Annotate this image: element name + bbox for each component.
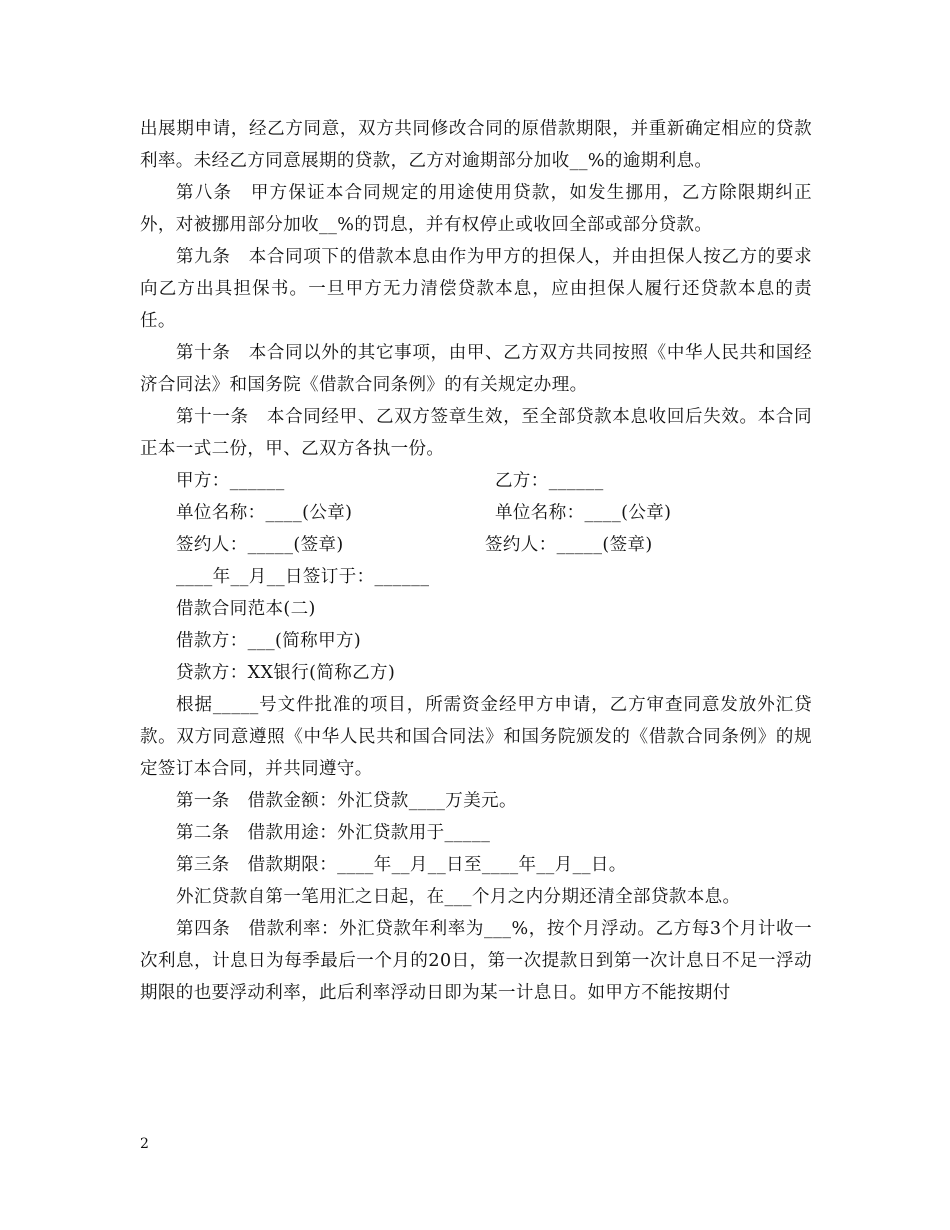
paragraph: 第八条 甲方保证本合同规定的用途使用贷款，如发生挪用，乙方除限期纠正外，对被挪用部分加收__%的罚息，并有权停止或收回全部或部分贷款。	[140, 183, 812, 235]
paragraph: 根据_____号文件批准的项目，所需资金经甲方申请，乙方审查同意发放外汇贷款。双方同意遵照《中华人民共和国合同法》和国务院颁发的《借款合同条例》的规定签订本合同，并共同遵守。	[140, 695, 812, 779]
paragraph: 第二条 借款用途：外汇贷款用于_____	[176, 823, 491, 843]
paragraph: 第三条 借款期限：____年__月__日至____年__月__日。	[176, 855, 627, 875]
signature-party-b: 签约人：_____(签章)	[485, 535, 653, 555]
signature-party-a: 甲方：______	[176, 471, 285, 491]
paragraph: 外汇贷款自第一笔用汇之日起，在___个月之内分期还清全部贷款本息。	[176, 887, 741, 907]
paragraph: 贷款方：XX银行(简称乙方)	[176, 663, 396, 683]
paragraphs-bottom	[140, 561, 812, 1009]
paragraphs-top	[140, 113, 812, 465]
signature-party-a: 单位名称：____(公章)	[176, 503, 353, 523]
signature-party-a: 签约人：_____(签章)	[176, 535, 344, 555]
paragraph: 第四条 借款利率：外汇贷款年利率为___%，按个月浮动。乙方每3个月计收一次利息，计息日为每季最后一个月的20日，第一次提款日到第一次计息日不足一浮动期限的也要浮动利率，此后利率浮动日即为某一计息日。如甲方不能按期付	[140, 919, 812, 1003]
paragraph: 第九条 本合同项下的借款本息由作为甲方的担保人，并由担保人按乙方的要求向乙方出具担保书。一旦甲方无力清偿贷款本息，应由担保人履行还贷款本息的责任。	[140, 247, 812, 331]
signature-row	[140, 529, 812, 561]
paragraph: 借款方：___(简称甲方)	[176, 631, 362, 651]
paragraph: 第十条 本合同以外的其它事项，由甲、乙方双方共同按照《中华人民共和国经济合同法》和国务院《借款合同条例》的有关规定办理。	[140, 343, 812, 395]
page-number: 2	[140, 1136, 149, 1152]
paragraph: 第十一条 本合同经甲、乙双方签章生效，至全部贷款本息收回后失效。本合同正本一式二份，甲、乙双方各执一份。	[140, 407, 812, 459]
paragraph: 出展期申请，经乙方同意，双方共同修改合同的原借款期限，并重新确定相应的贷款利率。未经乙方同意展期的贷款，乙方对逾期部分加收__%的逾期利息。	[140, 119, 812, 171]
signature-row	[140, 497, 812, 529]
signature-party-b: 单位名称：____(公章)	[495, 503, 672, 523]
document-body	[140, 113, 812, 1009]
signature-block	[140, 465, 812, 561]
signature-party-b: 乙方：______	[495, 471, 604, 491]
paragraph: ____年__月__日签订于：______	[176, 567, 430, 587]
paragraph: 第一条 借款金额：外汇贷款____万美元。	[176, 791, 517, 811]
paragraph: 借款合同范本(二)	[176, 599, 316, 619]
signature-row	[140, 465, 812, 497]
